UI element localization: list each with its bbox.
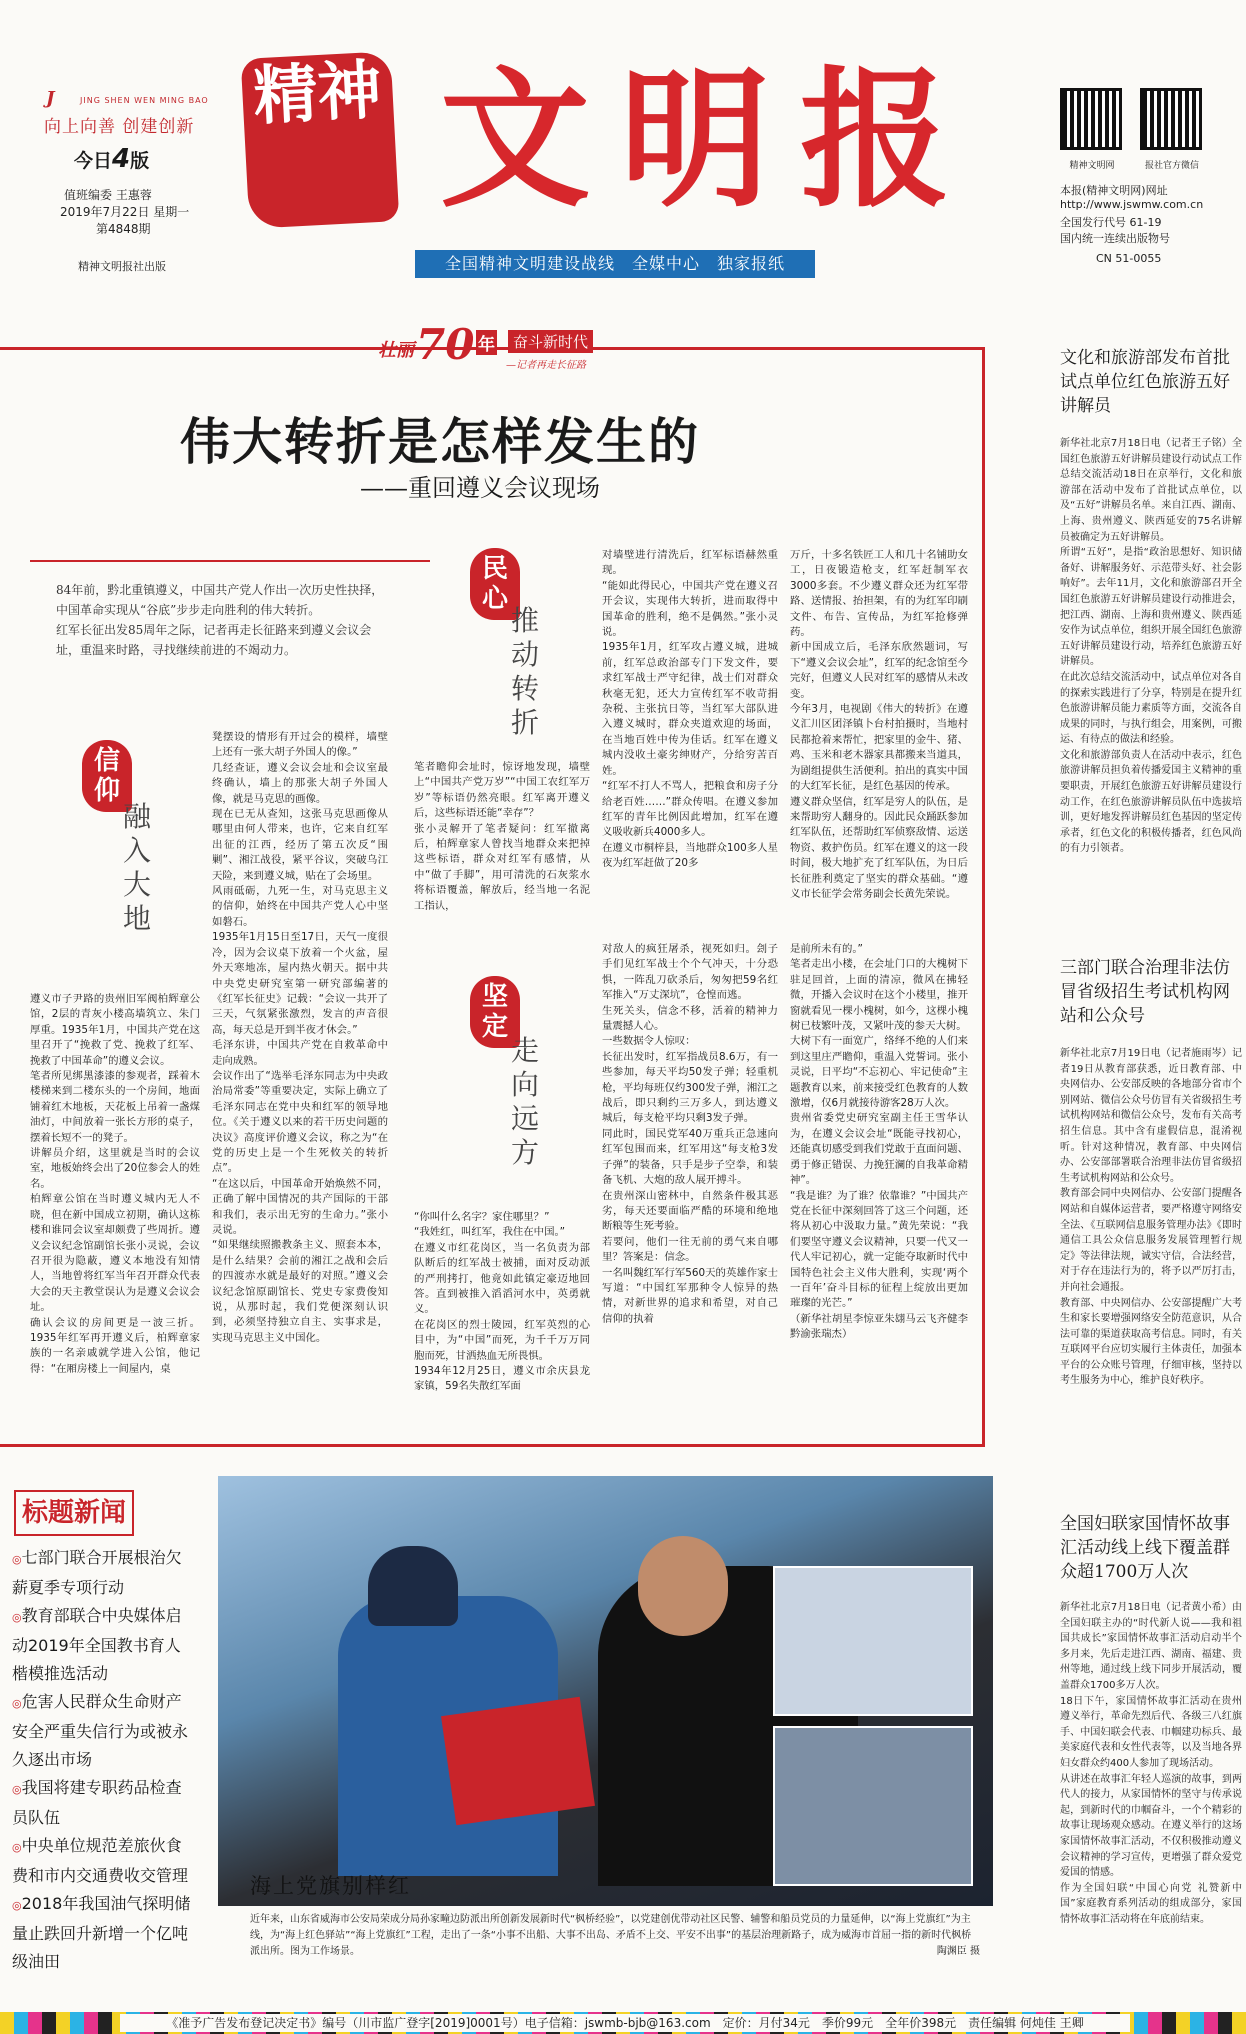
issue-line: 第4848期 bbox=[96, 222, 151, 236]
subhead: ——重回遵义会议现场 bbox=[360, 474, 600, 502]
headline: 伟大转折是怎样发生的 bbox=[180, 412, 700, 471]
seal-logo: 精神 bbox=[241, 51, 400, 229]
article-column-7: 对敌人的疯狂屠杀，视死如归。刽子手们见红军战士个个气冲天，十分恐惧，一阵乱刀砍杀后，匆匆把59名红军推入“万丈深坑”，仓惶而逃。 生死关头，信念不移，活着的精神力量震撼人心。 一些数据令人惊叹： 长征出发时，红军指战员8.6万，有一些参加，每天平均50发子弹；轻重机枪，平均每班仅约300发子弹，湘江之战后，即只剩约三万多人，到达遵义城后，每支枪平均只剩3发子弹。 同此时，国民党军40万重兵正急速向红军包围而来，红军用这“每支枪3发子弹”的装备，只手是步子空拳，和装备飞机、大炮的敌人展开搏斗。 在贵州深山密林中，自然条件极其恶劣，每天还要面临严酷的环境和绝地断粮等生死考验。 若要问，他们一往无前的勇气来自哪里？答案是：信念。 一名叫魏红军行军560天的英雄作家士写道：“中国红军那种令人惊异的热情，对新世界的追求和希望，对自己信仰的执着 bbox=[602, 943, 778, 1325]
qr-code-icon bbox=[1060, 88, 1122, 150]
section-title-firm: 走向远方 bbox=[510, 1034, 539, 1169]
index-item[interactable]: ◎中央单位规范差旅伙食费和市内交通费收交管理 bbox=[12, 1836, 189, 1885]
photo-cap bbox=[368, 1546, 458, 1626]
date-line: 2019年7月22日 星期一 bbox=[60, 205, 190, 219]
article-column-4: 对墙壁进行清洗后，红军标语赫然重现。 “能如此得民心，中国共产党在遵义召开会议，实现伟大转折，进而取得中国革命的胜利，绝不是偶然。”张小灵说。 1935年1月，红军攻占遵义城，进城前，红军总政治部专门下发文件，要求红军战士严守纪律，战士们对群众秋毫无犯，还大力宣传红军不收苛捐杂税、主张抗日等，当红军大部队进入遵义城时，群众夹道欢迎的场面，在当地百姓中传为佳话。红军在遵义城内没收土豪劣绅财产，分给穷苦百姓。 “红军不打人不骂人，把粮食和房子分给老百姓……”群众传唱。在遵义参加红军的青年比例因此增加，红军在遵义吸收新兵4000多人。 在遵义市桐梓县，当地群众100多人星夜为红军赶做了20多 bbox=[602, 549, 778, 870]
index-item[interactable]: ◎2018年我国油气探明储量止跌回升新增一个亿吨级油田 bbox=[12, 1894, 191, 1971]
sidebar-title-3: 全国妇联家国情怀故事汇活动线上线下覆盖群众超1700万人次 bbox=[1060, 1514, 1230, 1582]
lead-paragraph: 84年前，黔北重镇遵义，中国共产党人作出一次历史性抉择，中国革命实现从“谷底”步步走向胜利的伟大转折。 红军长征出发85周年之际，记者再走长征路来到遵义会议会址，重温来时路，寻找继续前进的不竭动力。 bbox=[56, 583, 384, 657]
today-pages: 今日4版 bbox=[74, 144, 150, 174]
sidebar-title-1: 文化和旅游部发布首批试点单位红色旅游五好讲解员 bbox=[1060, 348, 1230, 416]
sidebar-title-2: 三部门联合治理非法仿冒省级招生考试机构网站和公众号 bbox=[1060, 958, 1230, 1026]
photo-face bbox=[638, 1536, 728, 1636]
news-photo bbox=[218, 1476, 993, 1906]
series-badge: 壮丽 70 年 奋斗新时代 —记者再走长征路 bbox=[378, 326, 618, 374]
footer-info: 《准予广告发布登记决定书》编号（川市监广登字[2019]0001号）电子信箱：jswmb-bjb@163.com 定价：月付34元 季价99元 全年价398元 责任编辑 何炖佳 王卿 bbox=[120, 2014, 1130, 2032]
qr2-label: 报社官方微信 bbox=[1144, 161, 1199, 171]
publisher: 精神文明报社出版 bbox=[78, 260, 166, 273]
article-column-8: 是前所未有的。” 笔者走出小楼，在会址门口的大槐树下驻足回首，上面的清凉，微风在拂轻微，开播入会议时在这个小楼里，推开窗就看见一棵小槐树，如今，这棵小槐树已枝繁叶茂，又紧叶茂的参天大树。 大树下有一面宽广，络绎不绝的人们来到这里庄严瞻仰，重温入党誓词。张小灵说，日平均“不忘初心、牢记使命”主题教育以来，前来接受红色教育的人数激增，仅6月就接待游客28万人次。 贵州省委党史研究室副主任王雪华认为，在遵义会议会址“既能寻找初心，还能真切感受到我们党敢于直面问题、勇于修正错误、力挽狂澜的自我革命精神”。 “我是谁？为了谁？依靠谁？”中国共产党在长征中深刻回答了这三个问题，还将从初心中汲取力量。”黄先荣说：“我们要坚守遵义会议精神，只要一代又一代人牢记初心，就一定能夺取新时代中国特色社会主义伟大胜利，实现‘两个一百年’奋斗目标的征程上绽放出更加璀璨的光芒。” （新华社胡星李惊亚朱翃马云飞齐健李黔渝张瑞杰） bbox=[790, 943, 968, 1341]
section-badge-faith: 信仰 bbox=[82, 740, 132, 812]
index-item[interactable]: ◎我国将建专职药品检查员队伍 bbox=[12, 1778, 182, 1827]
small-logo-pinyin: JING SHEN WEN MING BAO bbox=[80, 96, 209, 105]
website-label: 本报(精神文明网)网址 bbox=[1060, 184, 1168, 197]
headline-index-list bbox=[12, 1544, 192, 1976]
article-column-5: 万斤，十多名铁匠工人和几十名铺助女工，日夜锻造枪支，红军赶制军衣3000多套。不少遵义群众还为红军带路、送情报、抬担架，有的为红军印刷文件、布告、宣传品，为红军抢修弹药。 新中国成立后，毛泽东欣然题词，写下“遵义会议会址”，红军的纪念馆至今完好，但遵义人民对红军的感情从未改变。 今年3月，电视剧《伟大的转折》在遵义汇川区团泽镇卜台村拍摄时，当地村民都抢着来帮忙，把家里的金牛、猪、鸡、玉米和老木器家具都搬来当道具，为剧组提供生活便利。拍出的真实中国的大红军长征，是红色基因的传承。 遵义群众坚信，红军是穷人的队伍，是来帮助穷人翻身的。因此民众踊跃参加红军队伍，还帮助红军侦察敌情、运送物资、救护伤员。红军在遵义的这一段时间，极大地扩充了红军队伍，为日后长征胜利奠定了坚实的群众基础。“遵义市长征学会常务副会长黄先荣说。 bbox=[790, 549, 968, 900]
article-column-1: 遵义市子尹路的贵州旧军阀柏辉章公馆，2层的青灰小楼高墙筑立、朱门厚重。1935年1月，中国共产党在这里召开了“挽救了党、挽救了红军、挽救了中国革命”的遵义会议。 笔者所见绑黑漆漆的参观者，踩着木楼梯来到二楼东头的一个房间，地面铺着红木地板，天花板上吊着一盏煤油灯，中间放着一张长方形的桌子，摆着长短不一的凳子。 讲解员介绍，这里就是当时的会议室，地板始终会出了20位参会人的姓名。 柏辉章公馆在当时遵义城内无人不晓，但在新中国成立初期，确认这栋楼和谁同会议室却颇费了些周折。遵义会议纪念馆副馆长张小灵说，会议召开很为隐蔽，遵义本地没有知情人，当地曾将红军当年召开群众代表大会的天主教堂误认为是遵义会议会址。 确认会议的房间更是一波三折。1935年红军再开遵义后，柏辉章家族的一名亲戚就学进入公馆，他记得：“在厢房楼上一间屋内，桌 bbox=[30, 993, 200, 1375]
photo-caption: 近年来，山东省威海市公安局荣成分局孙家疃边防派出所创新发展新时代“枫桥经验”，以党建创优带动社区民警、辅警和船员党员的力量延伸，以“海上党旗红”为主线，为“海上红色驿站”“海上党旗红”工程，走出了一条“小事不出船、大事不出岛、矛盾不上交、平安不出事”的基层治理新路子，成为威海市首屈一指的新时代枫桥派出所。图为工作场景。 陶渊臣 摄 bbox=[250, 1914, 980, 1957]
inset-photo bbox=[773, 1726, 973, 1886]
index-item[interactable]: ◎教育部联合中央媒体启动2019年全国教书育人楷模推选活动 bbox=[12, 1606, 182, 1683]
issn-label: 国内统一连续出版物号 bbox=[1060, 232, 1170, 245]
index-item[interactable]: ◎七部门联合开展根治欠薪夏季专项行动 bbox=[12, 1548, 182, 1597]
qr1-label: 精神文明网 bbox=[1069, 161, 1115, 171]
party-book bbox=[441, 1697, 595, 1825]
article-column-6: “你叫什么名字？家住哪里？” “我姓红，叫红军，我住在中国。” 在遵义市红花岗区，当一名负责为部队断后的红军战士被捕，面对反动派的严刑拷打，他竟如此镇定豪迈地回答。直到被推入滔滔河水中，英勇就义。 在花岗区的烈士陵园，红军英烈的心目中，为“中国”而死，为千千万万同胞而死，甘洒热血无所畏惧。 1934年12月25日，遵义市余庆县龙家镇，59名失散红军面 bbox=[414, 1211, 590, 1393]
section-badge-people: 民心 bbox=[470, 548, 520, 620]
index-item[interactable]: ◎危害人民群众生命财产安全严重失信行为或被永久逐出市场 bbox=[12, 1692, 189, 1769]
masthead bbox=[0, 0, 1246, 282]
masthead-banner: 全国精神文明建设战线 全媒中心 独家报纸 bbox=[415, 250, 815, 278]
sidebar-body-1: 新华社北京7月18日电（记者王子铭）全国红色旅游五好讲解员建设行动试点工作总结交流活动18日在京举行，文化和旅游部在活动中发布了首批试点单位，以及“五好”讲解员名单。来自江西、湖南、上海、贵州遵义、陕西延安的75名讲解员被确定为五好讲解员。 所谓“五好”，是指“政治思想好、知识储备好、讲解服务好、示范带头好、社会影响好”。去年11月，文化和旅游部召开全国红色旅游五好讲解员建设行动推进会，把江西、湖南、上海和贵州遵义、陕西延安作为试点单位，组织开展全国红色旅游五好讲解员建设行动，培养红色旅游五好讲解员。 在此次总结交流活动中，试点单位对各自的探索实践进行了分享，特别是在提升红色旅游讲解员能力素质等方面，交流各自成果的同时，与执行组会，用案例，可搬运、有待点的做法和经验。 文化和旅游部负责人在活动中表示，红色旅游讲解员担负着传播爱国主义精神的重要职责，开展红色旅游五好讲解员建设行动工作，在红色旅游讲解员队伍中选拔培训，更好地发挥讲解员红色基因的坚定传承者，红色文化的积极传播者，红色风尚的有力引领者。 bbox=[1060, 438, 1242, 855]
slogan: 向上向善 创建创新 bbox=[44, 117, 195, 137]
section-title-people: 推动转折 bbox=[510, 604, 539, 739]
website-url[interactable]: http://www.jswmw.com.cn bbox=[1060, 198, 1204, 211]
inset-photo bbox=[773, 1566, 973, 1716]
headline-index-title: 标题新闻 bbox=[14, 1490, 134, 1536]
lead-divider bbox=[30, 560, 430, 562]
cn-number: CN 51-0055 bbox=[1096, 252, 1162, 265]
article-column-3: 笔者瞻仰会址时，惊讶地发现，墙壁上“中国共产党万岁”“中国工农红军万岁”等标语仍然亮眼。红军离开遵义后，这些标语还能“幸存”？ 张小灵解开了笔者疑问：红军撤离后，柏辉章家人曾找当地群众来把掉这些标语，群众对红军有感情，从中“做了手脚”，用可清洗的石灰浆水将标语覆盖，解放后，经当地一名泥工指认， bbox=[414, 761, 590, 912]
qr-code-icon bbox=[1140, 88, 1202, 150]
photo-caption-title: 海上党旗别样红 bbox=[250, 1874, 411, 1898]
sidebar-body-3: 新华社北京7月18日电（记者黄小希）由全国妇联主办的“时代新人说——我和祖国共成长”家国情怀故事汇活动启动半个多月来，先后走进江西、湖南、福建、贵州等地，通过线上线下同步开展活动，覆盖群众1700多万人次。 18日下午，家国情怀故事汇活动在贵州遵义举行，革命先烈后代、各级三八红旗手、中国妇联会代表、巾帼建功标兵、最美家庭代表和女性代表等，以及当地各界妇女群众约400人参加了现场活动。 从讲述在故事汇年轻人巡演的故事，到两代人的接力，从家国情怀的坚守与传承说起，到新时代的巾帼奋斗，一个个精彩的故事让现场观众感动。在遵义举行的这场家国情怀故事汇活动，不仅积极推动遵义会议精神的学习宣传，更增强了群众爱党爱国的情感。 作为全国妇联“中国心向党 礼赞新中国”家庭教育系列活动的组成部分，家国情怀故事汇活动将在年底前结束。 bbox=[1060, 1602, 1242, 1925]
article-column-2: 凳摆设的情形有开过会的模样，墙壁上还有一张大胡子外国人的像。” 几经查证，遵义会议会址和会议室最终确认，墙上的那张大胡子外国人像，就是马克思的画像。 现在已无从查知，这张马克思画像从哪里由何人带来，也许，它来自红军出征的江西，经历了第五次反“围剿”、湘江战役，紧平谷议，突破乌江天险，来到遵义城，贴在了会场里。 风雨砥砺，九死一生，对马克思主义的信仰，始终在中国共产党人心中坚如磐石。 1935年1月15日至17日，天气一度很冷，因为会议桌下放着一个火盆，屋外天寒地冻，屋内热火朝天。据中共中央党史研究室第一研究部编著的《红军长征史》记载：“会议一共开了三天，气氛紧张激烈，发言的声音很高，每天总是开到半夜才休会。” 毛泽东讲，中国共产党在自救革命中走向成熟。 会议作出了“选举毛泽东同志为中央政治局常委”等重要决定，实际上确立了毛泽东同志在党中央和红军的领导地位。《关于遵义以来的若干历史问题的决议》高度评价遵义会议，称之为“在党的历史上是一个生死攸关的转折点”。 “在这以后，中国革命开始焕然不同，正确了解中国情况的共产国际的干部和我们，表示出无穷的生命力。”张小灵说。 “如果继续照搬教条主义、照套本本，是什么结果？会前的湘江之战和会后的四渡赤水就是最好的对照。”遵义会议纪念馆原副馆长、党史专家费俊知说，从那时起，我们党便深刻认识到，必须坚持独立自主、实事求是，实现马克思主义中国化。 bbox=[212, 731, 388, 1344]
distribution-code: 全国发行代号 61-19 bbox=[1060, 216, 1162, 229]
newspaper-title: 文明报 bbox=[440, 52, 981, 228]
section-title-faith: 融入大地 bbox=[122, 800, 151, 935]
section-badge-firm: 坚定 bbox=[470, 976, 520, 1048]
sidebar-body-2: 新华社北京7月19日电（记者施雨岑）记者19日从教育部获悉，近日教育部、中央网信办、公安部反映的各地部分省市个别网站、微信公众号仿冒有关省级招生考试机构网站和微信公众号，发布有关高考招生信息。其中含有虚假信息，混淆视听。针对这种情况，教育部、中央网信办、公安部部署联合治理非法仿冒省级招生考试机构网站和公众号。 教育部会同中央网信办、公安部门提醒各网站和自媒体运营者，要严格遵守网络安全法、《互联网信息服务管理办法》《即时通信工具公众信息服务发展管理暂行规定》等法律法规，诚实守信，合法经营，对于存在违法行为的，将予以严厉打击，并向社会通报。 教育部、中央网信办、公安部提醒广大考生和家长要增强网络安全防范意识，从合法可靠的渠道获取高考信息。同时，有关互联网平台应切实履行主体责任，加强本平台的公众账号管理，仔细审核，坚持以考生服务为中心，维护良好秩序。 bbox=[1060, 1048, 1242, 1387]
small-logo: J bbox=[46, 88, 55, 109]
editor-line: 值班编委 王惠蓉 bbox=[64, 188, 152, 202]
